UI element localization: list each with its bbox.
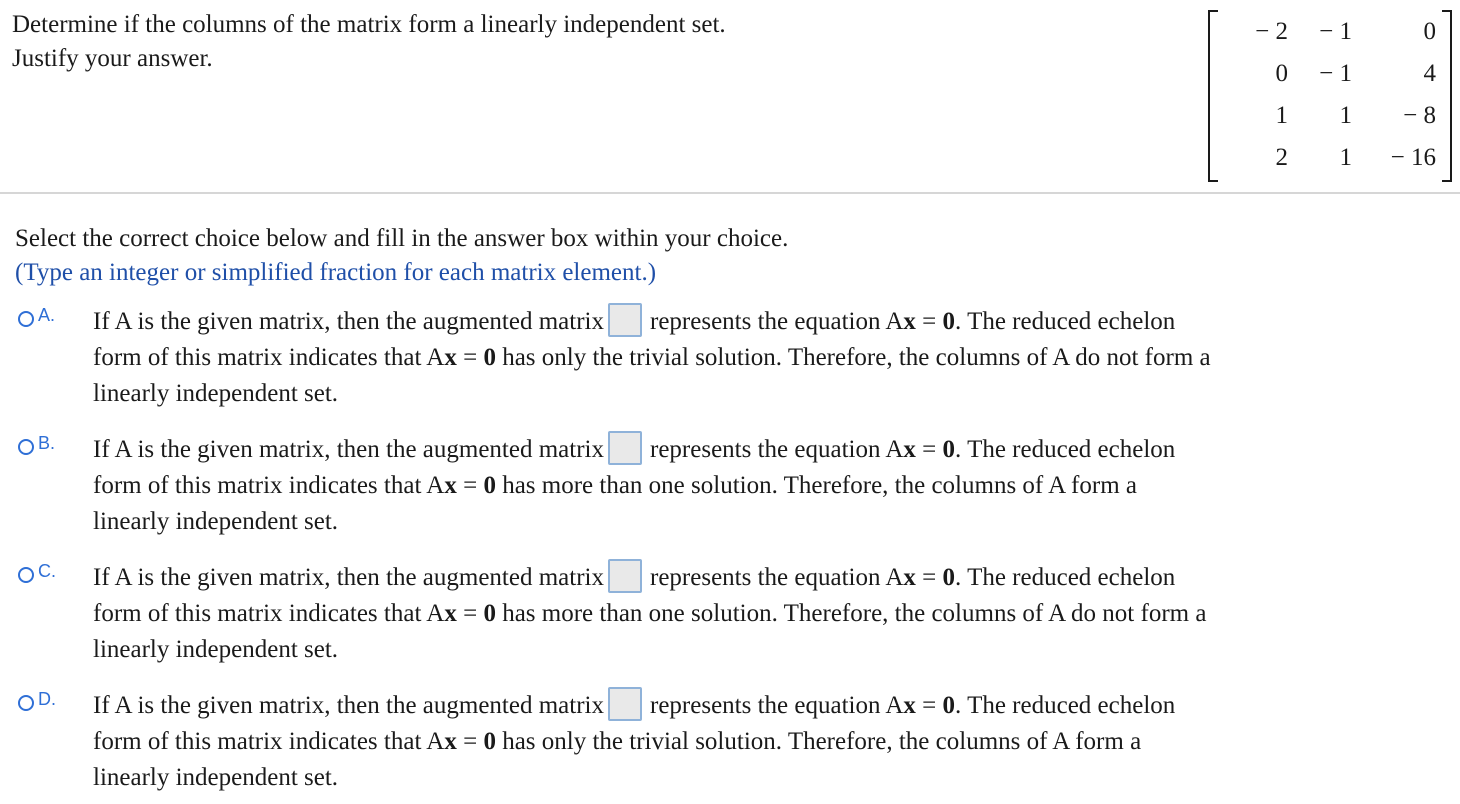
zero-vector: 0	[942, 436, 956, 463]
matrix-row	[1210, 54, 1450, 94]
augmented-matrix-answer-box[interactable]	[608, 687, 642, 721]
matrix-cell: 1	[1339, 102, 1352, 129]
choice-line: linearly independent set.	[93, 508, 339, 535]
augmented-matrix-answer-box[interactable]	[608, 303, 642, 337]
matrix-cell: − 16	[1390, 144, 1436, 171]
zero-vector: 0	[483, 472, 496, 499]
choice-text: form of this matrix indicates that A	[93, 472, 445, 499]
choice-text: has more than one solution. Therefore, the columns of A form a	[495, 472, 1137, 499]
choice-text: . The reduced echelon	[955, 436, 1176, 463]
matrix-cell: − 2	[1255, 18, 1288, 45]
choice-line	[93, 559, 1453, 596]
choice-line	[93, 724, 1453, 760]
choice-line: linearly independent set.	[93, 764, 339, 791]
instructions	[15, 222, 788, 290]
choice-text: represents the equation A	[650, 436, 904, 463]
question-prompt	[12, 8, 972, 76]
choice-d-radio[interactable]	[18, 695, 34, 711]
choice-text: If A is the given matrix, then the augmented matrix	[93, 692, 604, 719]
choice-line	[93, 431, 1453, 468]
choice-line: linearly independent set.	[93, 380, 339, 407]
instructions-hint: (Type an integer or simplified fraction for each matrix element.)	[15, 259, 657, 286]
given-matrix	[1208, 10, 1452, 182]
choice-text: . The reduced echelon	[955, 692, 1176, 719]
equals-sign: =	[915, 564, 943, 591]
choice-c-radio[interactable]	[18, 567, 34, 583]
choice-text: has only the trivial solution. Therefore, the columns of A do not form a	[495, 344, 1211, 371]
matrix-cell: 1	[1339, 144, 1352, 171]
choice-line	[93, 596, 1453, 632]
choice-line	[93, 687, 1453, 724]
choice-text: represents the equation A	[650, 308, 904, 335]
matrix-cell: 1	[1275, 102, 1288, 129]
choice-a-radio[interactable]	[18, 311, 34, 327]
choice-line: linearly independent set.	[93, 636, 339, 663]
vector-x: x	[444, 600, 457, 627]
choice-text: form of this matrix indicates that A	[93, 600, 445, 627]
choice-b-text	[93, 431, 1453, 540]
choice-text: has only the trivial solution. Therefore, the columns of A form a	[495, 728, 1142, 755]
choice-d-text	[93, 687, 1453, 796]
choice-text: If A is the given matrix, then the augmented matrix	[93, 564, 604, 591]
matrix-bracket-right-bottom	[1442, 180, 1450, 182]
choice-text: If A is the given matrix, then the augmented matrix	[93, 308, 604, 335]
matrix-row	[1210, 96, 1450, 136]
choice-b-letter: B.	[38, 433, 56, 453]
choice-text: form of this matrix indicates that A	[93, 728, 445, 755]
matrix-cell: 4	[1423, 60, 1436, 87]
choice-line	[93, 340, 1453, 376]
choice-text: . The reduced echelon	[955, 308, 1176, 335]
matrix-cell: − 1	[1319, 18, 1352, 45]
zero-vector: 0	[483, 344, 496, 371]
matrix-cell: 0	[1275, 60, 1288, 87]
matrix-bracket-left-bottom	[1210, 180, 1218, 182]
equals-sign: =	[915, 692, 943, 719]
choice-line	[93, 468, 1453, 504]
choice-text: represents the equation A	[650, 564, 904, 591]
equals-sign: =	[456, 600, 484, 627]
matrix-row	[1210, 12, 1450, 52]
equals-sign: =	[456, 344, 484, 371]
choice-line	[93, 303, 1453, 340]
vector-x: x	[903, 308, 916, 335]
choice-text: . The reduced echelon	[955, 564, 1176, 591]
equals-sign: =	[456, 728, 484, 755]
zero-vector: 0	[942, 308, 956, 335]
matrix-cell: − 1	[1319, 60, 1352, 87]
choice-text: form of this matrix indicates that A	[93, 344, 445, 371]
choice-c-text	[93, 559, 1453, 668]
matrix-cell: − 8	[1403, 102, 1436, 129]
vector-x: x	[444, 472, 457, 499]
vector-x: x	[903, 692, 916, 719]
question-line-1: Determine if the columns of the matrix form a linearly independent set.	[12, 11, 726, 38]
vector-x: x	[903, 564, 916, 591]
choice-a-letter: A.	[38, 305, 56, 325]
section-divider	[0, 192, 1460, 194]
question-line-2: Justify your answer.	[12, 45, 213, 72]
equals-sign: =	[915, 308, 943, 335]
choice-d-letter: D.	[38, 689, 56, 709]
augmented-matrix-answer-box[interactable]	[608, 559, 642, 593]
choice-b-radio[interactable]	[18, 439, 34, 455]
vector-x: x	[444, 344, 457, 371]
augmented-matrix-answer-box[interactable]	[608, 431, 642, 465]
matrix-cell: 2	[1275, 144, 1288, 171]
zero-vector: 0	[942, 564, 956, 591]
zero-vector: 0	[483, 600, 496, 627]
zero-vector: 0	[942, 692, 956, 719]
zero-vector: 0	[483, 728, 496, 755]
equals-sign: =	[915, 436, 943, 463]
choice-a-text	[93, 303, 1453, 412]
vector-x: x	[903, 436, 916, 463]
choice-text: represents the equation A	[650, 692, 904, 719]
matrix-row	[1210, 138, 1450, 178]
choice-text: has more than one solution. Therefore, the columns of A do not form a	[495, 600, 1207, 627]
instructions-text: Select the correct choice below and fill in the answer box within your choice.	[15, 225, 789, 252]
choice-c-letter: C.	[38, 561, 56, 581]
choice-text: If A is the given matrix, then the augmented matrix	[93, 436, 604, 463]
vector-x: x	[444, 728, 457, 755]
equals-sign: =	[456, 472, 484, 499]
matrix-cell: 0	[1423, 18, 1436, 45]
